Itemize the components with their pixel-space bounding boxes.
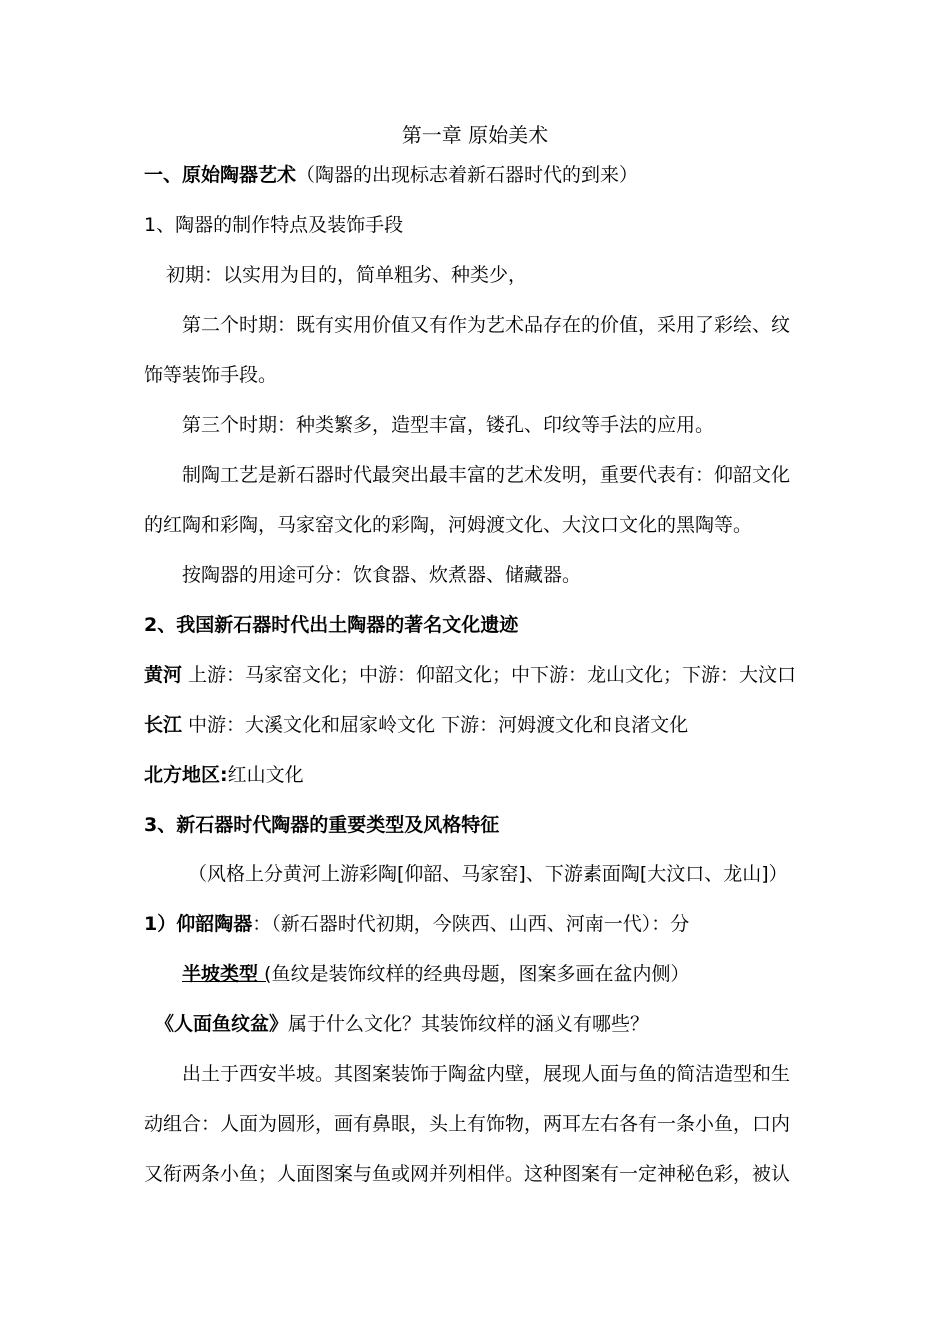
huanghe-text: 上游：马家窑文化；中游：仰韶文化；中下游：龙山文化；下游：大汶口 xyxy=(182,664,797,686)
north-text: 红山文化 xyxy=(227,764,304,786)
yangshao-label: 1）仰韶陶器 xyxy=(144,913,253,935)
paragraph-craft-line-1: 制陶工艺是新石器时代最突出最丰富的艺术发明，重要代表有：仰韶文化 xyxy=(182,464,791,486)
paragraph-usage: 按陶器的用途可分：饮食器、炊煮器、储藏器。 xyxy=(182,564,582,586)
renmian-text: 属于什么文化？其装饰纹样的涵义有哪些？ xyxy=(288,1013,650,1035)
banpo-paren: ( xyxy=(258,963,272,985)
renmian-line xyxy=(155,1011,649,1037)
paragraph-style: （风格上分黄河上游彩陶[仰韶、马家窑]、下游素面陶[大汶口、龙山]） xyxy=(188,863,788,885)
section-1-title: 一、原始陶器艺术 xyxy=(144,164,297,186)
paragraph-desc-line-3: 又衔两条小鱼；人面图案与鱼或网并列相伴。这种图案有一定神秘色彩，被认 xyxy=(144,1163,791,1185)
changjiang-text: 中游：大溪文化和屈家岭文化 下游：河姆渡文化和良渚文化 xyxy=(182,714,689,736)
huanghe-label: 黄河 xyxy=(144,664,183,686)
paragraph-desc-line-1: 出土于西安半坡。其图案装饰于陶盆内壁，展现人面与鱼的简洁造型和生 xyxy=(182,1063,791,1085)
yangshao-line xyxy=(144,911,689,937)
changjiang-label: 长江 xyxy=(144,714,183,736)
north-line xyxy=(144,762,304,788)
section-1-heading xyxy=(144,162,638,188)
subsection-3-heading: 3、新石器时代陶器的重要类型及风格特征 xyxy=(144,814,500,836)
paragraph-craft-line-2: 的红陶和彩陶，马家窑文化的彩陶，河姆渡文化、大汶口文化的黑陶等。 xyxy=(144,514,753,536)
changjiang-line xyxy=(144,712,688,738)
subsection-1-heading: 1、陶器的制作特点及装饰手段 xyxy=(144,214,404,236)
subsection-2-heading: 2、我国新石器时代出土陶器的著名文化遗迹 xyxy=(144,614,519,636)
banpo-label: 半坡类型 xyxy=(182,963,259,985)
huanghe-line xyxy=(144,662,796,688)
north-label: 北方地区: xyxy=(144,764,228,786)
banpo-text: 鱼纹是装饰纹样的经典母题，图案多画在盆内侧） xyxy=(271,963,690,985)
paragraph-early-period: 初期：以实用为目的，简单粗劣、种类少， xyxy=(166,264,528,286)
paragraph-desc-line-2: 动组合：人面为圆形，画有鼻眼，头上有饰物，两耳左右各有一条小鱼，口内 xyxy=(144,1113,791,1135)
paragraph-third-period: 第三个时期：种类繁多，造型丰富，镂孔、印纹等手法的应用。 xyxy=(182,414,715,436)
section-1-note: （陶器的出现标志着新石器时代的到来） xyxy=(296,164,639,186)
yangshao-text: ：（新石器时代初期，今陕西、山西、河南一代）：分 xyxy=(252,913,690,935)
renmian-label: 《人面鱼纹盆》 xyxy=(155,1013,289,1035)
banpo-line xyxy=(182,961,689,987)
paragraph-second-period-line-2: 饰等装饰手段。 xyxy=(144,364,278,386)
paragraph-second-period-line-1: 第二个时期：既有实用价值又有作为艺术品存在的价值，采用了彩绘、纹 xyxy=(182,314,791,336)
chapter-title: 第一章 原始美术 xyxy=(401,123,549,147)
